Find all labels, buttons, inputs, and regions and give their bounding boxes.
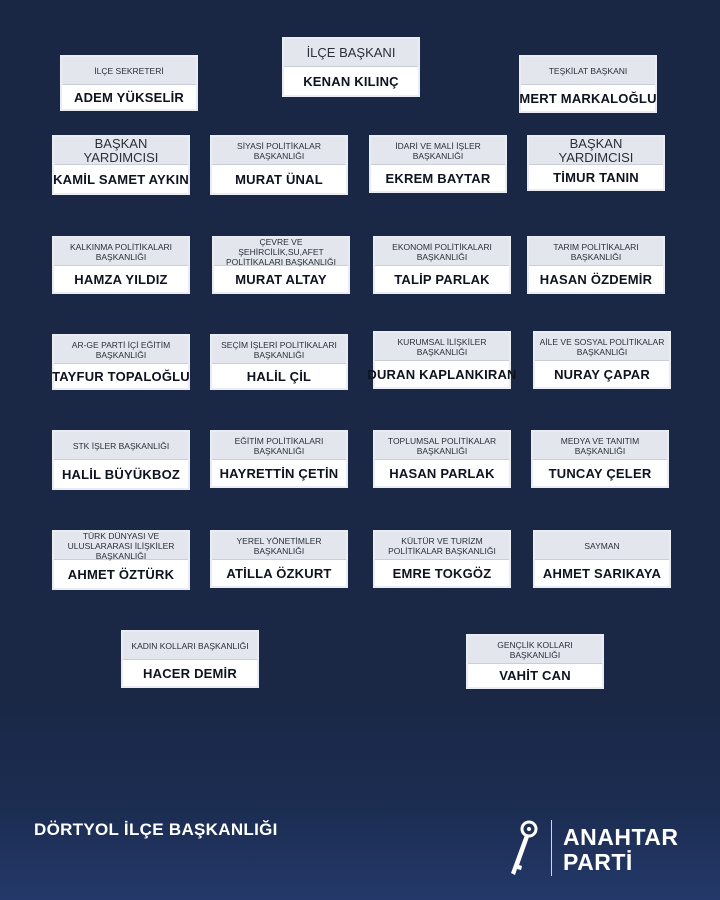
org-card-ilce-sekreteri: [60, 55, 198, 111]
org-card-kurumsal-iliskiler: [367, 331, 517, 389]
org-card-turk-dunyasi: [52, 530, 190, 590]
org-card-stk-isler: [52, 430, 190, 490]
card-role: TEŞKİLAT BAŞKANI: [521, 57, 655, 85]
brand-logo: [505, 818, 695, 880]
org-card-tarim: [527, 236, 665, 294]
org-card-genclik-kollari: [466, 634, 604, 689]
card-role: EKONOMİ POLİTİKALARI BAŞKANLIĞI: [375, 238, 509, 266]
card-role: GENÇLİK KOLLARI BAŞKANLIĞI: [468, 636, 602, 664]
org-card-baskan-yardimcisi-1: [52, 135, 190, 195]
card-role: SEÇİM İŞLERİ POLİTİKALARI BAŞKANLIĞI: [212, 336, 346, 364]
card-name: HACER DEMİR: [143, 665, 237, 681]
org-card-ekonomi: [373, 236, 511, 294]
org-card-toplumsal: [373, 430, 511, 488]
org-card-medya-tanitim: [531, 430, 669, 488]
card-name: HALİL ÇİL: [246, 368, 312, 384]
org-card-arge-egitim: [52, 334, 190, 390]
card-role: AR-GE PARTİ İÇİ EĞİTİM BAŞKANLIĞI: [54, 336, 188, 364]
org-card-cevre-sehircilik: [212, 236, 350, 294]
card-name: MURAT ÜNAL: [235, 171, 323, 187]
card-name: ATİLLA ÖZKURT: [226, 565, 332, 581]
card-name: TALİP PARLAK: [394, 271, 490, 287]
card-role: BAŞKAN YARDIMCISI: [529, 137, 663, 165]
card-name: KENAN KILINÇ: [303, 73, 399, 89]
card-name: TİMUR TANIN: [553, 169, 639, 185]
footer-title: DÖRTYOL İLÇE BAŞKANLIĞI: [34, 820, 278, 839]
card-role: İLÇE BAŞKANI: [284, 39, 418, 67]
brand-name-line2: PARTİ: [563, 849, 633, 875]
org-card-secim-isleri: [210, 334, 348, 390]
card-name: EKREM BAYTAR: [385, 170, 491, 186]
card-role: TÜRK DÜNYASI VE ULUSLARARASI İLİŞKİLER BAŞKANLIĞI: [54, 532, 188, 560]
org-card-kadin-kollari: [121, 630, 259, 688]
card-name: KAMİL SAMET AYKIN: [53, 171, 189, 187]
brand-name-line1: ANAHTAR: [563, 824, 679, 850]
card-name: AHMET SARIKAYA: [542, 565, 662, 581]
org-card-aile-sosyal: [533, 331, 671, 389]
card-name: HAYRETTİN ÇETİN: [219, 465, 339, 481]
card-name: HAMZA YILDIZ: [74, 271, 168, 287]
card-role: İDARİ VE MALİ İŞLER BAŞKANLIĞI: [371, 137, 505, 165]
card-name: TUNCAY ÇELER: [548, 465, 652, 481]
card-name: HASAN PARLAK: [389, 465, 495, 481]
org-card-baskan-yardimcisi-2: [527, 135, 665, 191]
org-card-idari-mali-isler: [369, 135, 507, 193]
card-name: EMRE TOKGÖZ: [392, 565, 492, 581]
org-card-kultur-turizm: [373, 530, 511, 588]
card-role: STK İŞLER BAŞKANLIĞI: [54, 432, 188, 460]
org-card-ilce-baskani: [282, 37, 420, 97]
org-card-sayman: [533, 530, 671, 588]
card-role: KALKINMA POLİTİKALARI BAŞKANLIĞI: [54, 238, 188, 266]
card-name: MERT MARKALOĞLU: [519, 90, 657, 106]
org-card-kalkinma: [52, 236, 190, 294]
card-name: MURAT ALTAY: [235, 271, 327, 287]
card-role: KURUMSAL İLİŞKİLER BAŞKANLIĞI: [375, 333, 509, 361]
card-role: KADIN KOLLARI BAŞKANLIĞI: [123, 632, 257, 660]
card-name: HASAN ÖZDEMİR: [539, 271, 653, 287]
card-role: AİLE VE SOSYAL POLİTİKALAR BAŞKANLIĞI: [535, 333, 669, 361]
card-role: BAŞKAN YARDIMCISI: [54, 137, 188, 165]
card-role: KÜLTÜR VE TURİZM POLİTİKALAR BAŞKANLIĞI: [375, 532, 509, 560]
org-card-teskilat-baskani: [519, 55, 657, 113]
org-card-yerel-yonetimler: [210, 530, 348, 588]
brand-divider: [551, 820, 552, 876]
card-name: NURAY ÇAPAR: [554, 366, 650, 382]
card-name: AHMET ÖZTÜRK: [67, 566, 175, 582]
card-name: HALİL BÜYÜKBOZ: [61, 466, 181, 482]
card-name: VAHİT CAN: [499, 668, 571, 683]
card-role: TARIM POLİTİKALARI BAŞKANLIĞI: [529, 238, 663, 266]
card-role: EĞİTİM POLİTİKALARI BAŞKANLIĞI: [212, 432, 346, 460]
card-role: SİYASİ POLİTİKALAR BAŞKANLIĞI: [212, 137, 346, 165]
key-icon: [505, 818, 545, 880]
card-role: İLÇE SEKRETERİ: [62, 57, 196, 85]
card-role: SAYMAN: [535, 532, 669, 560]
card-role: TOPLUMSAL POLİTİKALAR BAŞKANLIĞI: [375, 432, 509, 460]
card-name: TAYFUR TOPALOĞLU: [52, 368, 190, 384]
card-name: ADEM YÜKSELİR: [74, 89, 184, 105]
card-role: YEREL YÖNETİMLER BAŞKANLIĞI: [212, 532, 346, 560]
org-card-siyasi-politikalar: [210, 135, 348, 195]
card-role: ÇEVRE VE ŞEHİRCİLİK,SU,AFET POLİTİKALARI BAŞKANLIĞI: [214, 238, 348, 266]
card-role: MEDYA VE TANITIM BAŞKANLIĞI: [533, 432, 667, 460]
card-name: DURAN KAPLANKIRAN: [367, 366, 517, 382]
org-card-egitim: [210, 430, 348, 488]
